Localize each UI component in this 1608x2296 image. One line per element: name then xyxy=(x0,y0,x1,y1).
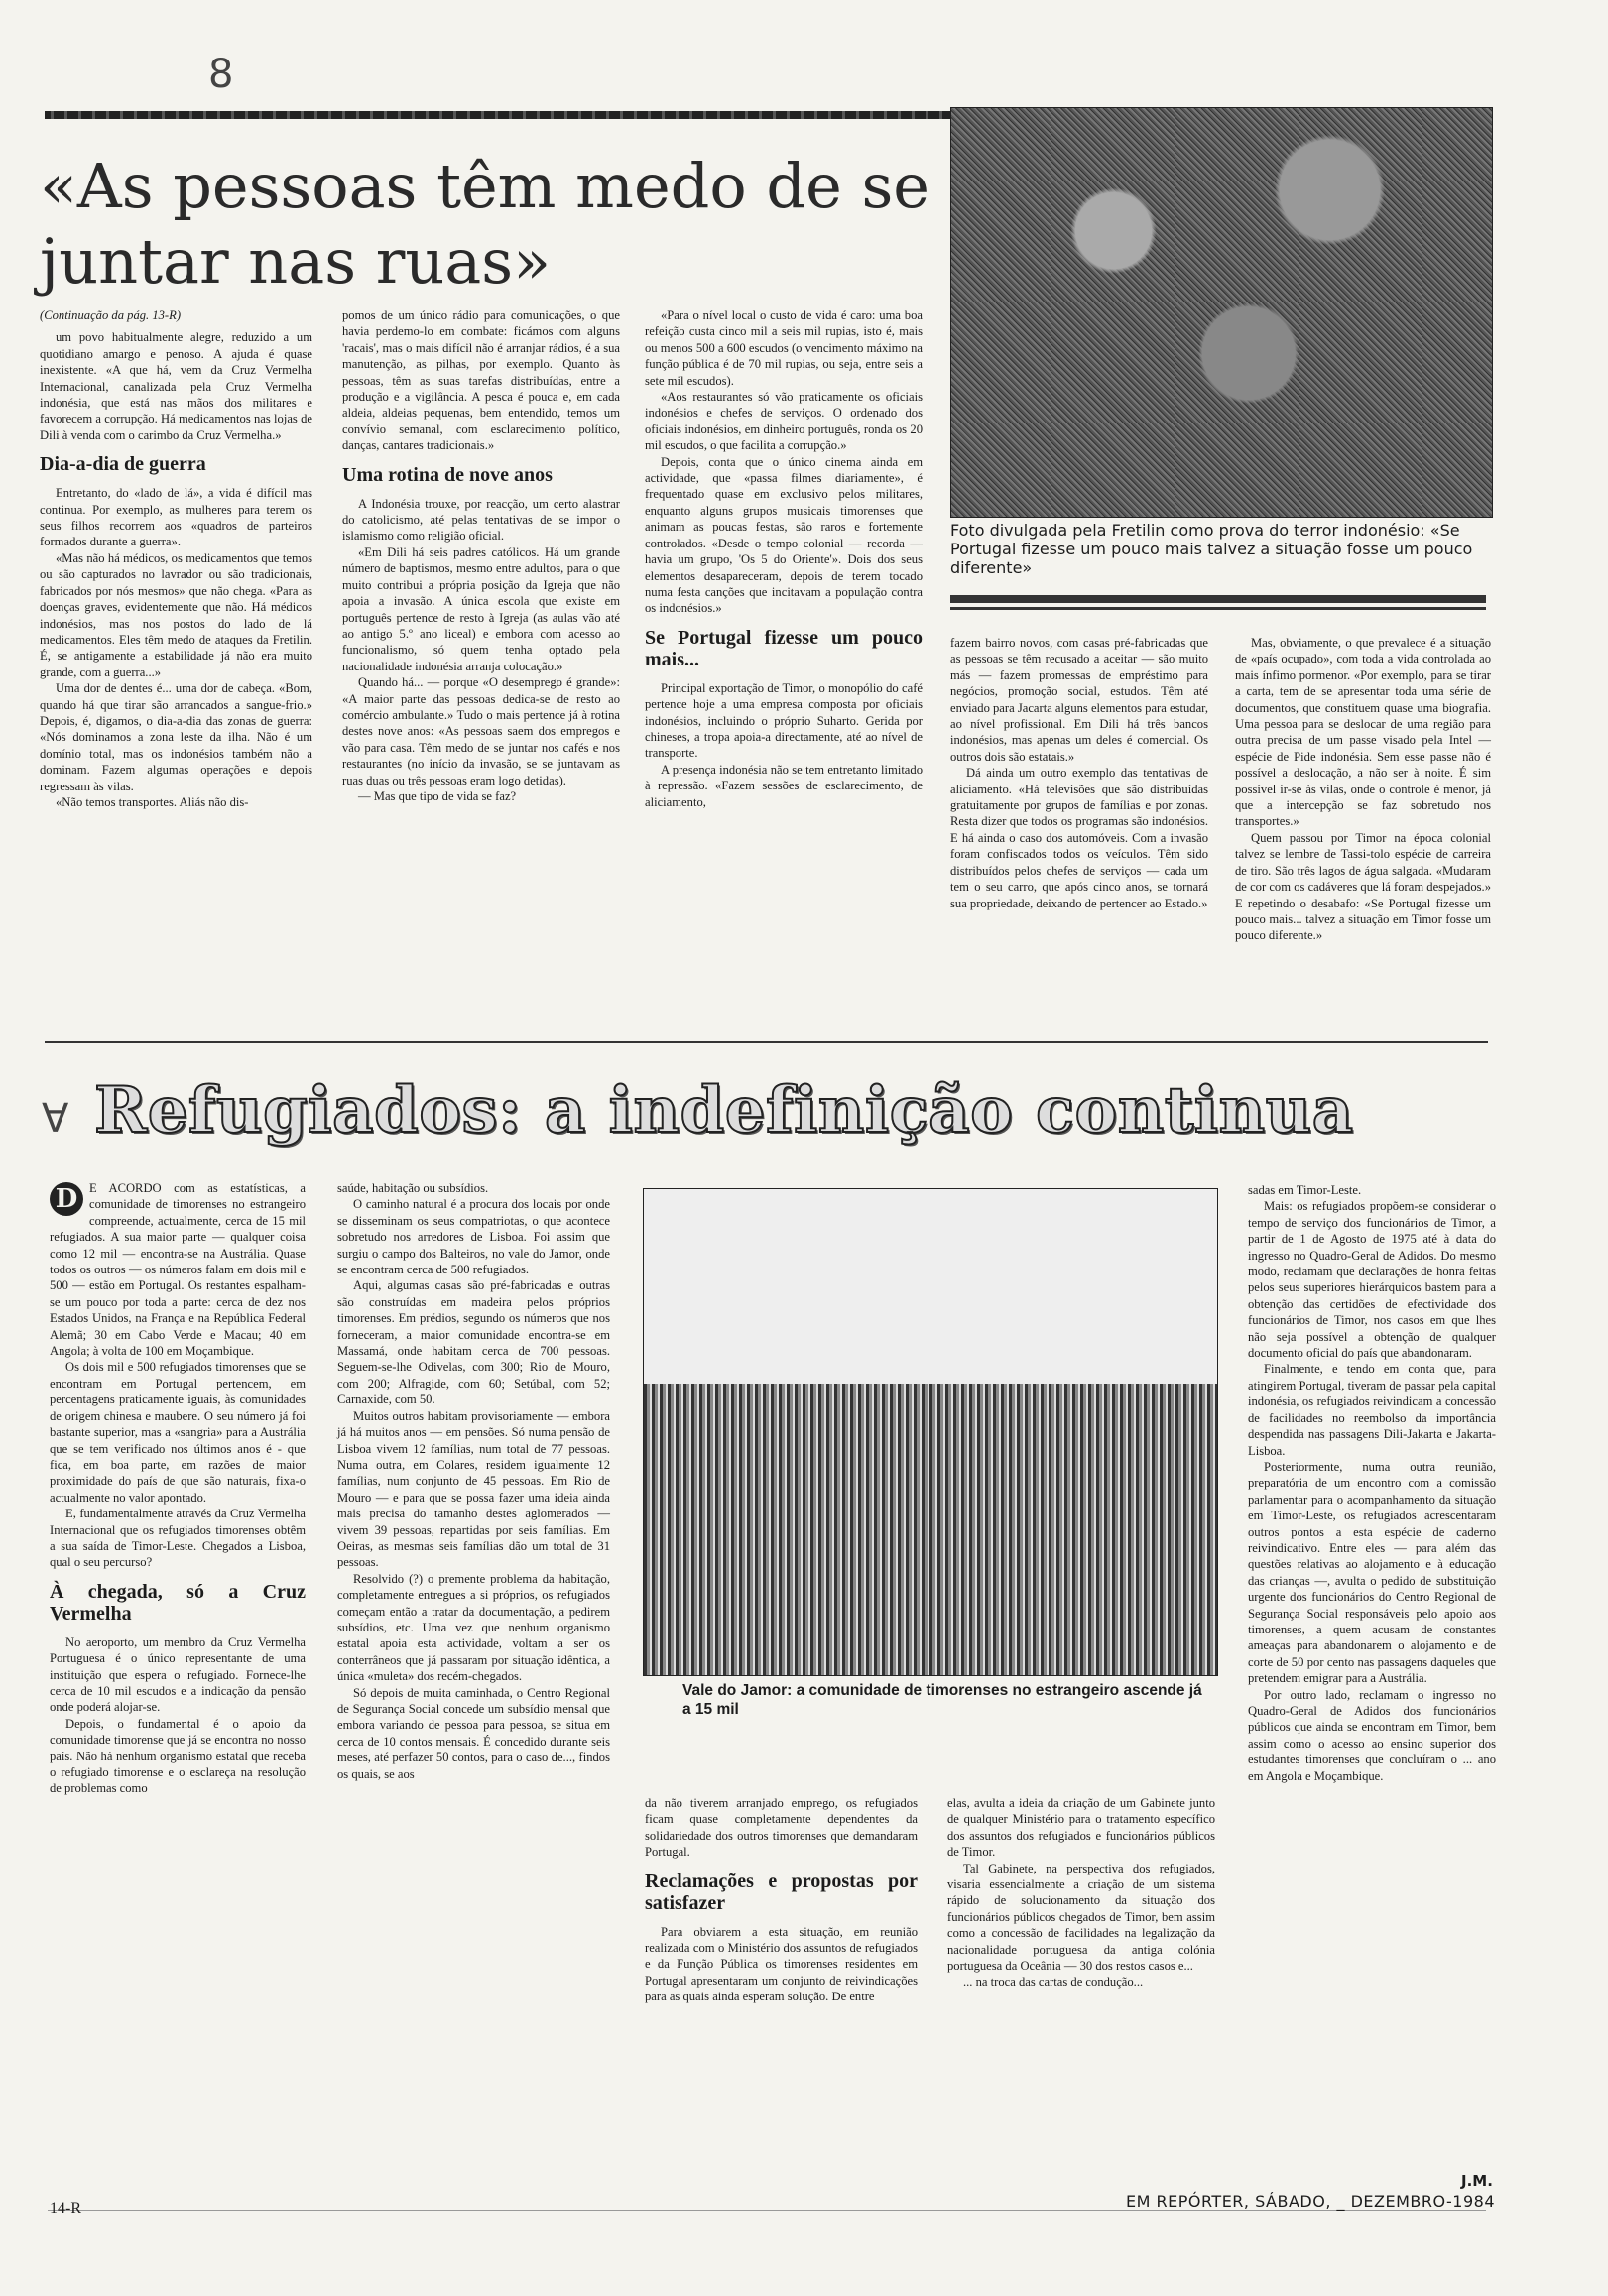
paragraph: Quem passou por Timor na época colonial talvez se lembre de Tassi-tolo espécie de carreira de tiro. São três lagos de água salgada. «Mudaram de cor com os cadáveres que lá foram despejados.» E repetindo o desabafo: «Se Portugal fizesse um pouco mais... talvez a situação em Timor fosse um pouco diferente.» xyxy=(1235,830,1491,943)
photo-caption: Foto divulgada pela Fretilin como prova do terror indonésio: «Se Portugal fizesse um pouco mais talvez a situação fosse um pouco diferente» xyxy=(950,521,1473,577)
article2-column-4 xyxy=(947,1795,1215,1991)
paragraph: Resolvido (?) o premente problema da habitação, completamente entregues a si próprios, os refugiados começam então a tratar da documentação, a pedirem subsídios, etc. Uma vez que nenhum organismo estatal apoia esta actividade, voltam a ser os conterrâneos que já passaram por situação idêntica, a única «muleta» dos recém-chegados. xyxy=(337,1571,610,1684)
headline-article-2: Refugiados: a indefinição continua xyxy=(94,1073,1354,1148)
paragraph: Mas, obviamente, o que prevalece é a situação de «país ocupado», com toda a vida controlada ao mais ínfimo pormenor. «Por exemplo, para se tirar a carta, tem de se apresentar toda uma série de documentos, que constituem quase uma biografia. Uma pessoa para se deslocar de uma região para outra precisa de um passe visado pela Intel — espécie de Pide indonésia. Sem esse passe não é possível a deslocação, a não ser à noite. É sim possível ir-se às vilas, onde o controle é menor, já que a intercepção se faz sobretudo nos transportes.» xyxy=(1235,636,1491,829)
paragraph: Entretanto, do «lado de lá», a vida é difícil mas continua. Por exemplo, as mulheres para terem os seus filhos recorrem aos «quadros de parteiros formados durante a guerra». xyxy=(40,486,312,549)
paragraph: Só depois de muita caminhada, o Centro Regional de Segurança Social concede um subsídio mensal que embora variando de pessoa para pessoa, se situa em cerca de 10 contos mensais. É concedido durante seis meses, até perfazer 50 contos, para o caso de..., findos os quais, se aos xyxy=(337,1685,610,1781)
subhead: Reclamações e propostas por satisfazer xyxy=(645,1870,918,1914)
paragraph: «Para o nível local o custo de vida é caro: uma boa refeição custa cinco mil a seis mil rupias, isto é, mais ou menos 500 a 600 escudos (o vencimento máximo na função pública é de 70 mil rupias, ou seja, entre seis a sete mil escudos). xyxy=(645,308,923,388)
paragraph: Aqui, algumas casas são pré-fabricadas e outras são construídas em madeira pelos próprios timorenses. Em prédios, segundo os números que nos forneceram, a maior comunidade encontra-se em Massamá, onde habitam cerca de 700 pessoas. Seguem-se-lhe Odivelas, com 300; Rio de Mouro, com 200; Alfragide, com 60; Setúbal, com 52; Carnaxide, com 50. xyxy=(337,1278,610,1407)
paragraph: Depois, conta que o único cinema ainda em actividade, que «passa filmes diariamente», é frequentado quase em exclusivo pelos militares, enquanto alguns grupos musicais timorenses que animam as poucas festas, são raros e fortemente controlados. «Desde o tempo colonial — recorda — havia um grupo, 'Os 5 do Oriente'». Dois dos seus elementos desapareceram, depois de terem tocado numa festa canções que incitavam a população contra os indonésios.» xyxy=(645,454,923,616)
paragraph: «Em Dili há seis padres católicos. Há um grande número de baptismos, mesmo entre adultos, para o que muito contribui a própria posição da Igreja que não apoia a invasão. A única escola que existe em português pertence de resto à Igreja (as aulas vão até ao antigo 5.º ano liceal) e embora com acesso ao funcionalismo, só quem tenha optado pela nacionalidade indonésia arranja colocação.» xyxy=(342,544,620,673)
paragraph: Posteriormente, numa outra reunião, preparatória de um encontro com a comissão parlamentar para o acompanhamento da situação em Timor-Leste, os refugiados acrescentaram outros pontos a esta espécie de caderno reivindicativo. Entre eles — para além das questões relativas ao alojamento e à educação das crianças —, avulta o pedido de substituição urgente dos funcionários do Centro Regional de Segurança Social responsáveis pelo apoio aos timorenses, a quem acusam de constantes ameaças para abandonarem o alojamento e de corte de 50 por cento nas passagens daqueles que pretendem emigrar para a Austrália. xyxy=(1248,1459,1496,1686)
paragraph: ... na troca das cartas de condução... xyxy=(963,1975,1144,1990)
paragraph: saúde, habitação ou subsídios. xyxy=(337,1181,489,1195)
vale-do-jamor-photo xyxy=(643,1188,1218,1676)
article2-column-5 xyxy=(1248,1182,1496,1784)
paragraph: um povo habitualmente alegre, reduzido a um quotidiano amargo e penoso. A ajuda é quase inexistente. «A que há, vem da Cruz Vermelha Internacional, canalizada pela Cruz Vermelha indonésia, que está nas mãos dos militares e favorecem a corrupção. Há medicamentos nas lojas de Dili à venda com o carimbo da Cruz Vermelha.» xyxy=(40,330,312,442)
paragraph: «Aos restaurantes só vão praticamente os oficiais indonésios e chefes de serviços. O ordenado dos oficiais indonésios, em dinheiro português, ronda os 20 mil escudos, o que facilita a corrupção.» xyxy=(645,390,923,453)
paragraph: Dá ainda um outro exemplo das tentativas de aliciamento. «Há televisões que são distribuídas gratuitamente por grupos de famílias e por zonas. Resta dizer que todos os programas são indonésios. E há ainda o caso dos automóveis. Com a invasão foram confiscados todos os veículos. Têm sido distribuídos pelos chefes de serviços — cada um tem o seu carro, que após cinco anos, se tornará sua propriedade, deixando de pertencer ao Estado.» xyxy=(950,766,1208,910)
article2-column-2 xyxy=(337,1180,610,1782)
paragraph: No aeroporto, um membro da Cruz Vermelha Portuguesa é o único representante de uma instituição que espera o refugiado. Fornece-lhe cerca de 10 mil escudos e a indicação da pensão onde poderá alojar-se. xyxy=(50,1634,306,1715)
fretilin-photo xyxy=(950,107,1493,518)
handwritten-mark-top: 8 xyxy=(208,52,234,97)
article1-column-2 xyxy=(342,307,620,804)
photo-caption: Vale do Jamor: a comunidade de timorenses no estrangeiro ascende já a 15 mil xyxy=(682,1682,1202,1718)
subhead: Dia-a-dia de guerra xyxy=(40,453,206,476)
paragraph: Finalmente, e tendo em conta que, para atingirem Portugal, tiveram de passar pela capital indonésia, os refugiados reivindicam a concessão de facilidades no reembolso da importância despendida nas passagens Dili-Jakarta e Jakarta-Lisboa. xyxy=(1248,1362,1496,1458)
paragraph: Quando há... — porque «O desemprego é grande»: «A maior parte das pessoas dedica-se de resto ao comércio ambulante.» Tudo o mais pertence já à rotina destes nove anos: «As pessoas saem dos empregos e vão para casa. Têm medo de se juntar nos cafés e nos restaurantes (no início da invasão, se se juntavam as ruas duas ou três pessoas eram logo detidas). xyxy=(342,675,620,787)
caption-rule xyxy=(950,595,1486,603)
paragraph: O caminho natural é a procura dos locais por onde se disseminam os seus compatriotas, o que acontece sobretudo nos arredores de Lisboa. Foi assim que surgiu o campo dos Balteiros, no vale do Jamor, onde se encontram cerca de 500 refugiados. xyxy=(337,1197,610,1277)
handwritten-mark-left: ∀ xyxy=(42,1096,69,1142)
page-number: 14-R xyxy=(50,2200,81,2217)
headline-article-1: «As pessoas têm medo de se juntar nas ruas» xyxy=(40,150,929,298)
continuation-note: (Continuação da pág. 13-R) xyxy=(40,308,182,322)
publication-dateline: EM REPÓRTER, SÁBADO, _ DEZEMBRO-1984 xyxy=(1126,2192,1496,2211)
article1-column-5 xyxy=(1235,635,1491,944)
paragraph: Mais: os refugiados propõem-se considerar o tempo de serviço dos funcionários de Timor, a partir de 1 de Agosto de 1975 até à data do ingresso no Quadro-Geral de Adidos. Do mesmo modo, reclamam que declarações de honra feitas pelos seus superiores hierárquicos bastem para a obtenção das certidões de efectividade dos funcionários de Timor, nos casos em que lhes não seja possível a obtenção de qualquer documento oficial do país que abandonaram. xyxy=(1248,1199,1496,1361)
paragraph: da não tiverem arranjado emprego, os refugiados ficam quase completamente dependentes da solidariedade dos outros timorenses que demandaram Portugal. xyxy=(645,1796,918,1860)
caption-rule-thin xyxy=(950,607,1486,610)
article1-column-4 xyxy=(950,635,1208,911)
subhead: Uma rotina de nove anos xyxy=(342,463,553,486)
article1-column-1 xyxy=(40,307,312,810)
paragraph: — Mas que tipo de vida se faz? xyxy=(358,788,517,803)
paragraph: Depois, o fundamental é o apoio da comunidade timorense que já se encontra no nosso país. Não há nenhum organismo estatal que receba o refugiado timorense e o esclareça na resolução de problemas como xyxy=(50,1716,306,1796)
paragraph: E ACORDO com as estatísticas, a comunidade de timorenses no estrangeiro compreende, actualmente, cerca de 15 mil refugiados. A sua maior parte — qualquer coisa como 12 mil — encontra-se na Austrália. Quase todos os outros — os números falam em dois mil e 500 — estão em Portugal. Os restantes espalham-se um pouco por toda a parte: cerca de dez nos Estados Unidos, na França e na República Federal Alemã; 30 em Cabo Verde e Macau; 40 em Angola; à volta de 100 em Moçambique. xyxy=(50,1181,306,1359)
paragraph: Por outro lado, reclamam o ingresso no Quadro-Geral de Adidos dos funcionários públicos que ainda se encontram em Timor, bem assim como o acesso ao ensino superior dos estudantes timorenses que concluíram o ... ano em Angola e Moçambique. xyxy=(1248,1687,1496,1783)
paragraph: pomos de um único rádio para comunicações, o que havia perdemo-lo em combate: ficámos com alguns 'racais', mas o mais difícil não é arranjar rádios, é a sua manutenção, as pilhas, por exemplo. Quanto às pessoas, têm as suas tarefas distribuídas, entre a produção e a vigilância. A pesca é pouca e, em cada aldeia, aldeias pequenas, bem entendido, temos um convívio semanal, com esclarecimento político, danças, cantares tradicionais.» xyxy=(342,308,620,453)
section-divider xyxy=(45,1041,1488,1043)
paragraph: A Indonésia trouxe, por reacção, um certo alastrar do catolicismo, até pelas tentativas de se impor o islamismo como religião oficial. xyxy=(342,496,620,544)
paragraph: E, fundamentalmente através da Cruz Vermelha Internacional que os refugiados timorenses obtêm a sua saída de Timor-Leste. Chegados a Lisboa, qual o seu percurso? xyxy=(50,1507,306,1570)
paragraph: fazem bairro novos, com casas pré-fabricadas que as pessoas se têm recusado a aceitar — são muito más — fazem promessas de empréstimo para negócios, promoção social, estudos. Têm até enviado para Jacarta alguns elementos para estudar, ao nível profissional. Em Dili há três bancos indonésios, mas apenas um deles é comercial. Os outros dois são estatais.» xyxy=(950,636,1208,764)
author-signature: J.M. xyxy=(1461,2172,1493,2190)
paragraph: Para obviarem a esta situação, em reunião realizada com o Ministério dos assuntos de refugiados e da Função Pública os timorenses residentes em Portugal apresentaram um conjunto de reivindicações para as quais ainda esperam solução. De entre xyxy=(645,1924,918,2004)
article1-column-3 xyxy=(645,307,923,810)
paragraph: Os dois mil e 500 refugiados timorenses que se encontram em Portugal pertencem, em percentagens praticamente iguais, às comunidades de origem chinesa e maubere. O seu número já foi bastante superior, mas a «sangria» para a Austrália que se tem verificado nos últimos anos é - que fica, em boa parte, em razões de maior proximidade do país de que são naturais, fixa-o actualmente no valor apontado. xyxy=(50,1360,306,1505)
drop-cap: D xyxy=(50,1182,83,1216)
paragraph: Muitos outros habitam provisoriamente — embora já há muitos anos — em pensões. Só numa pensão de Lisboa vivem 12 famílias, num total de 77 pessoas. Numa outra, em Colares, residem igualmente 12 famílias, num conjunto de 45 pessoas. Em Rio de Mouro — e para que se possa fazer uma ideia ainda mais precisa do tamanho destes aglomerados — vivem 39 pessoas, repartidas por seis famílias. Em Oeiras, as mesmas seis famílias dão um total de 31 pessoas. xyxy=(337,1408,610,1570)
paragraph: sadas em Timor-Leste. xyxy=(1248,1183,1362,1197)
article2-column-1 xyxy=(50,1180,306,1797)
paragraph: «Não temos transportes. Aliás não dis- xyxy=(56,794,249,809)
subhead: À chegada, só a Cruz Vermelha xyxy=(50,1580,306,1625)
paragraph: Uma dor de dentes é... uma dor de cabeça. «Bom, quando há que tirar são arrancados a sangue-frio.» Depois, é, digamos, o dia-a-dia das zonas de guerra: «Nós dominamos a zona leste da ilha. Não é um domínio total, mas os indonésios também não a dominam. Fazem algumas operações e depois regressam às vilas. xyxy=(40,681,312,793)
paragraph: Tal Gabinete, na perspectiva dos refugiados, visaria essencialmente a criação de um sistema rápido de solucionamento da situação dos funcionários públicos chegados de Timor, bem assim como a concessão de facilidades na legalização da nacionalidade portuguesa da antiga colónia portuguesa da Oceânia — 30 dos restos casos e... xyxy=(947,1861,1215,1974)
paragraph: A presença indonésia não se tem entretanto limitado à repressão. «Fazem sessões de esclarecimento, de aliciamento, xyxy=(645,762,923,809)
top-rule xyxy=(45,111,957,119)
paragraph: «Mas não há médicos, os medicamentos que temos ou são capturados no lavrador ou são tradicionais, fabricados por nós mesmos» que não chega. «Para as doenças graves, evidentemente que não. Há médicos indonésios, mas nos postos do lado de lá medicamentos. Eles têm medo de ataques da Fretilin. É, se antigamente a estabilidade já não era muito grande, com a guerra...» xyxy=(40,550,312,679)
subhead: Se Portugal fizesse um pouco mais... xyxy=(645,626,923,670)
paragraph: elas, avulta a ideia da criação de um Gabinete junto de qualquer Ministério para o tratamento específico dos assuntos dos refugiados e funcionários públicos de Timor. xyxy=(947,1796,1215,1860)
paragraph: Principal exportação de Timor, o monopólio do café pertence hoje a uma empresa composta por oficiais indonésios, incluindo o próprio Suharto. Gerida por chineses, a tropa apoia-a directamente, até ao nível de transporte. xyxy=(645,680,923,761)
article2-column-3 xyxy=(645,1795,918,2005)
